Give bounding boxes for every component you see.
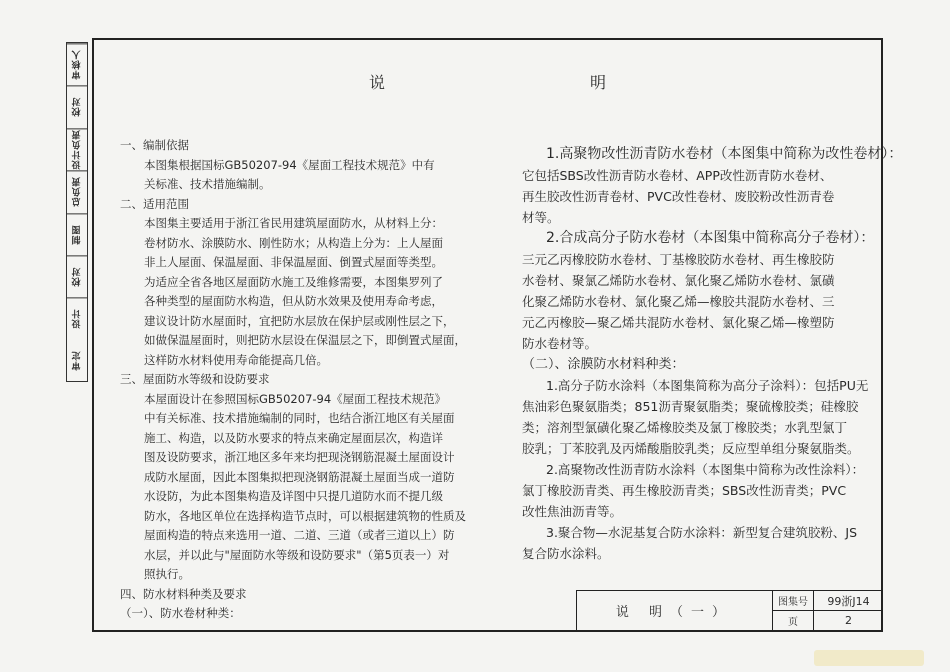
text-line: 成防水屋面，因此本图集拟把现浇钢筋混凝土屋面当成一道防: [144, 469, 455, 484]
text-line: 2.合成高分子防水卷材（本图集中简称高分子卷材）：: [546, 230, 875, 246]
text-line: 防水卷材等。: [522, 336, 598, 351]
text-line: 1.高聚物改性沥青防水卷材（本图集中简称为改性卷材）：: [546, 146, 903, 162]
text-line: 三元乙丙橡胶防水卷材、丁基橡胶防水卷材、再生橡胶防: [522, 252, 835, 267]
text-line: 本图集根据国标GB50207-94《屋面工程技术规范》中有: [144, 157, 435, 172]
text-line: 化聚乙烯防水卷材、氯化聚乙烯—橡胶共混防水卷材、三: [522, 294, 835, 309]
text-line: 本图集主要适用于浙江省民用建筑屋面防水，从材料上分：: [144, 216, 443, 230]
right-column: [522, 144, 903, 564]
text-line: 卷材防水、涂膜防水、刚性防水；从构造上分为：上人屋面: [144, 235, 443, 250]
scan-stain: [814, 650, 924, 666]
text-line: 如做保温屋面时，则把防水层设在保温层之下，即倒置式屋面，: [144, 333, 466, 347]
page-key: 页: [773, 611, 814, 630]
text-line: 焦油彩色聚氨脂类；851沥青聚氨脂类；聚硫橡胶类；硅橡胶: [522, 399, 859, 414]
text-line: 这样防水材料使用寿命能提高几倍。: [144, 352, 328, 367]
drawing-frame: [92, 38, 903, 632]
signature-cell: 校对: [67, 255, 87, 297]
text-line: 它包括SBS改性沥青防水卷材、APP改性沥青防水卷材、: [522, 168, 833, 183]
text-line: 照执行。: [144, 567, 190, 581]
text-line: 复合防水涂料。: [522, 546, 610, 561]
left-column: [120, 136, 500, 624]
text-line: 屋面构造的特点来选用一道、二道、三道（或者三道以上）防: [144, 528, 455, 542]
signature-cell: 制图: [67, 213, 87, 255]
text-line: 氯丁橡胶沥青类、再生橡胶沥青类；SBS改性沥青类；PVC: [522, 483, 847, 498]
signature-cell: 审核人: [67, 43, 87, 85]
text-line: 图及设防要求，浙江地区多年来均把现浇钢筋混凝土屋面设计: [144, 450, 455, 464]
text-line: 改性焦油沥青等。: [522, 504, 623, 519]
text-line: 中有关标准、技术措施编制的同时，也结合浙江地区有关屋面: [144, 411, 455, 425]
sheet-name: 说 明（一）: [577, 591, 773, 630]
text-line: 水设防，为此本图集构造及详图中只提几道防水而不提几级: [144, 489, 443, 503]
signature-cell: 校对: [67, 85, 87, 127]
text-line: （二）、涂膜防水材料种类：: [522, 357, 685, 372]
text-line: 元乙丙橡胶—聚乙烯共混防水卷材、氯化聚乙烯—橡塑防: [522, 315, 835, 330]
text-line: 防水，各地区单位在选择构造节点时，可以根据建筑物的性质及: [144, 508, 466, 523]
sheet-meta: [773, 591, 883, 630]
text-line: 本屋面设计在参照国标GB50207-94《屋面工程技术规范》: [144, 391, 447, 406]
text-line: 非上人屋面、保温屋面、非保温屋面、倒置式屋面等类型。: [144, 255, 443, 269]
text-line: 水卷材、聚氯乙烯防水卷材、氯化聚乙烯防水卷材、氯磺: [522, 273, 835, 288]
text-line: 胶乳；丁苯胶乳及丙烯酸脂胶乳类；反应型单组分聚氨脂类。: [522, 441, 860, 456]
title-block: [576, 590, 883, 630]
text-line: 2.高聚物改性沥青防水涂料（本图集中简称为改性涂料）：: [546, 462, 865, 477]
atlas-row: [773, 591, 883, 611]
atlas-key: 图集号: [773, 591, 814, 610]
text-line: 水层，并以此与"屋面防水等级和设防要求"（第5页表一）对: [144, 547, 450, 562]
signature-cell: 设计: [67, 297, 87, 339]
page-title: 说 明: [368, 73, 707, 92]
text-line: 一、编制依据: [120, 138, 189, 152]
text-line: 1.高分子防水涂料（本图集简称为高分子涂料）：包括PU无: [546, 378, 869, 393]
atlas-number: 99浙J14: [827, 594, 870, 608]
page-row: [773, 611, 883, 630]
text-line: 3.聚合物—水泥基复合防水涂料：新型复合建筑胶粉、JS: [546, 525, 858, 540]
text-line: 三、屋面防水等级和设防要求: [120, 372, 270, 386]
text-line: 各种类型的屋面防水构造，但从防水效果及使用寿命考虑，: [144, 294, 443, 308]
signature-cell: 设计负责: [67, 128, 87, 170]
text-line: 关标准、技术措施编制。: [144, 177, 271, 191]
text-line: 二、适用范围: [120, 196, 189, 211]
text-line: 为适应全省各地区屋面防水施工及维修需要，本图集罗列了: [144, 274, 443, 289]
text-line: 再生胶改性沥青卷材、PVC改性卷材、废胶粉改性沥青卷: [522, 189, 835, 204]
page-number: 2: [845, 614, 852, 627]
text-line: 四、防水材料种类及要求: [120, 586, 247, 601]
text-line: 建议设计防水屋面时，宜把防水层放在保护层或刚性层之下，: [144, 313, 455, 328]
text-line: 施工、构造，以及防水要求的特点来确定屋面层次，构造详: [144, 430, 443, 445]
text-line: （一）、防水卷材种类：: [120, 606, 241, 620]
signature-cell: 审定: [72, 350, 83, 371]
text-line: 材等。: [522, 210, 560, 225]
text-line: 类；溶剂型氯磺化聚乙烯橡胶类及氯丁橡胶类；水乳型氯丁: [522, 420, 848, 435]
signature-cell: 总负责: [67, 170, 87, 212]
signature-strip: [66, 42, 88, 382]
